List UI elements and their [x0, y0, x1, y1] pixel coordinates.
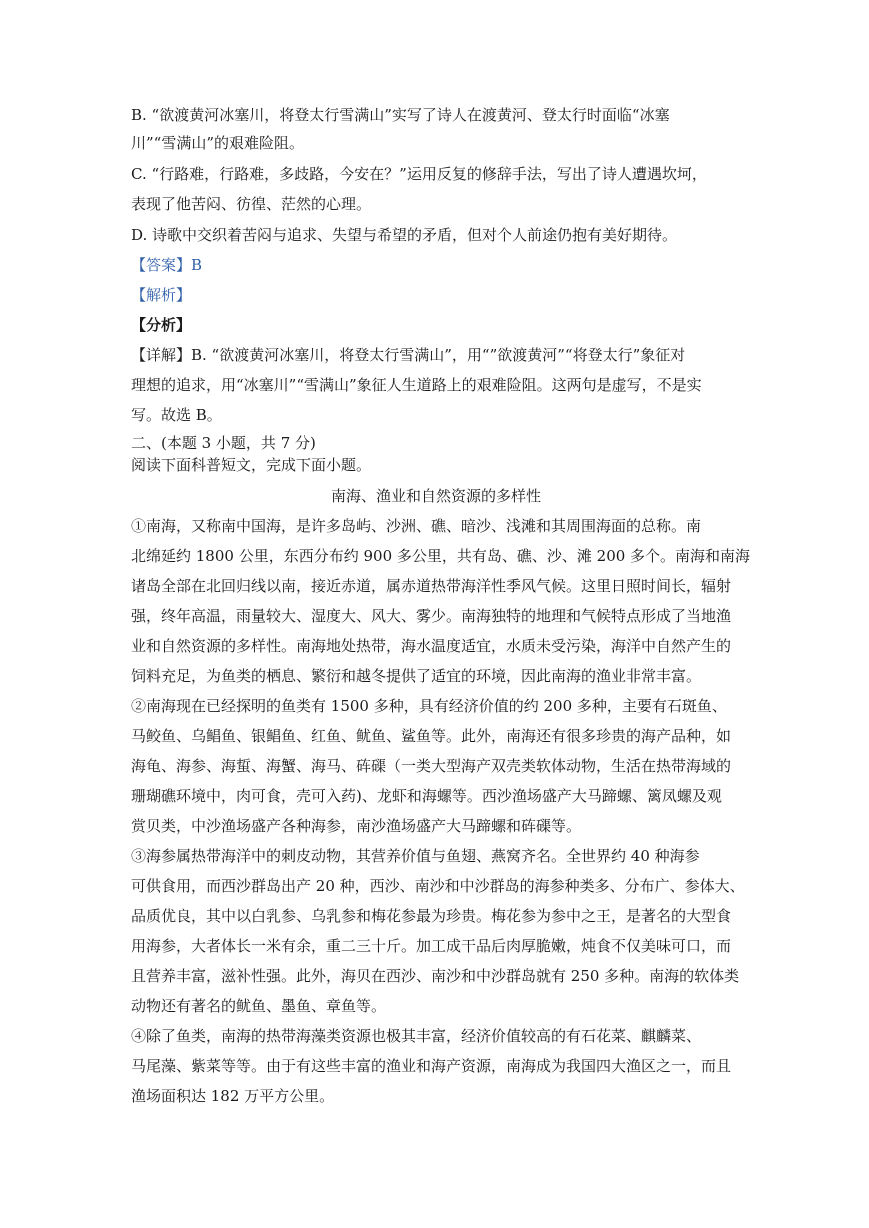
detail-line-3: 写。故选 B。 [131, 406, 222, 424]
para3-line-3: 品质优良，其中以白乳参、乌乳参和梅花参最为珍贵。梅花参为参中之王，是著名的大型食 [131, 907, 732, 925]
option-c-line-1: C. “行路难，行路难，多歧路，今安在？”运用反复的修辞手法，写出了诗人遭遇坎坷， [131, 165, 707, 183]
para2-line-1: ②南海现在已经探明的鱼类有 1500 多种，具有经济价值的约 200 多种，主要有石斑鱼、 [131, 697, 727, 715]
detail-line-2: 理想的追求，用“冰塞川”“雪满山”象征人生道路上的艰难险阻。这两句是虚写，不是实 [131, 376, 702, 394]
para3-line-1: ③海参属热带海洋中的刺皮动物，其营养价值与鱼翅、燕窝齐名。全世界约 40 种海参 [131, 847, 700, 865]
option-b-line-1: B. “欲渡黄河冰塞川，将登太行雪满山”实写了诗人在渡黄河、登太行时面临“冰塞 [131, 106, 670, 124]
article-title: 南海、渔业和自然资源的多样性 [330, 487, 541, 505]
para1-line-4: 强，终年高温，雨量较大、湿度大、风大、雾少。南海独特的地理和气候特点形成了当地渔 [131, 607, 732, 625]
para4-line-2: 马尾藻、紫菜等等。由于有这些丰富的渔业和海产资源，南海成为我国四大渔区之一，而且 [131, 1057, 732, 1075]
para1-line-3: 诸岛全部在北回归线以南，接近赤道，属赤道热带海洋性季风气候。这里日照时间长，辐射 [131, 577, 732, 595]
answer-label: 【答案】B [131, 256, 203, 274]
para3-line-5: 且营养丰富，滋补性强。此外，海贝在西沙、南沙和中沙群岛就有 250 多种。南海的软体类 [131, 967, 740, 985]
detail-line-1: 【详解】B. “欲渡黄河冰塞川，将登太行雪满山”，用“”欲渡黄河”“将登太行”象征对 [131, 346, 686, 364]
para1-line-6: 饲料充足，为鱼类的栖息、繁衍和越冬提供了适宜的环境，因此南海的渔业非常丰富。 [131, 667, 702, 685]
option-d-line: D. 诗歌中交织着苦闷与追求、失望与希望的矛盾，但对个人前途仍抱有美好期待。 [131, 226, 678, 244]
para2-line-4: 珊瑚礁环境中，肉可食，壳可入药)、龙虾和海螺等。西沙渔场盛产大马蹄螺、篱凤螺及观 [131, 787, 722, 805]
option-c-line-2: 表现了他苦闷、彷徨、茫然的心理。 [131, 195, 372, 213]
fenxi-label: 【分析】 [131, 316, 192, 334]
para1-line-1: ①南海，又称南中国海，是许多岛屿、沙洲、礁、暗沙、浅滩和其周围海面的总称。南 [131, 517, 702, 535]
para3-line-6: 动物还有著名的鱿鱼、墨鱼、章鱼等。 [131, 997, 387, 1015]
para3-line-2: 可供食用，而西沙群岛出产 20 种，西沙、南沙和中沙群岛的海参种类多、分布广、参体大、 [131, 877, 745, 895]
para2-line-2: 马鲛鱼、乌鲳鱼、银鲳鱼、红鱼、鱿鱼、鲨鱼等。此外，南海还有很多珍贵的海产品种，如 [131, 727, 732, 745]
instruction-line: 阅读下面科普短文，完成下面小题。 [131, 456, 372, 474]
para4-line-3: 渔场面积达 182 万平方公里。 [131, 1087, 335, 1105]
para2-line-3: 海龟、海参、海蜇、海蟹、海马、砗磲（一类大型海产双壳类软体动物，生活在热带海域的 [131, 757, 732, 775]
para2-line-5: 赏贝类，中沙渔场盛产各种海参，南沙渔场盛产大马蹄螺和砗磲等。 [131, 817, 582, 835]
para1-line-5: 业和自然资源的多样性。南海地处热带，海水温度适宜，水质未受污染，海洋中自然产生的 [131, 637, 732, 655]
option-b-line-2: 川”“雪满山”的艰难险阻。 [131, 134, 305, 152]
analysis-label: 【解析】 [131, 286, 192, 304]
para3-line-4: 用海参，大者体长一米有余，重二三十斤。加工成干品后肉厚脆嫩，炖食不仅美味可口，而 [131, 937, 732, 955]
section-heading: 二、(本题 3 小题，共 7 分) [131, 434, 316, 452]
para1-line-2: 北绵延约 1800 公里，东西分布约 900 多公里，共有岛、礁、沙、滩 200 多个。南海和南海 [131, 547, 751, 565]
para4-line-1: ④除了鱼类，南海的热带海藻类资源也极其丰富，经济价值较高的有石花菜、麒麟菜、 [131, 1027, 702, 1045]
